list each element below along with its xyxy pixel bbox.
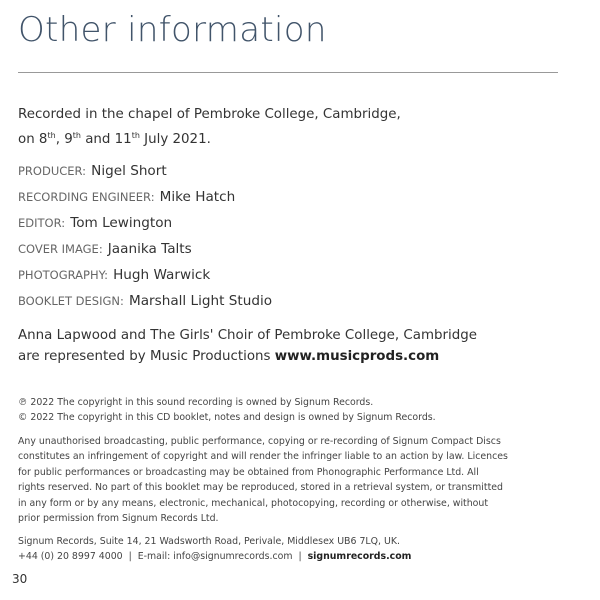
copyright-notice	[18, 395, 578, 426]
signum-website-link[interactable]: signumrecords.com	[307, 551, 412, 563]
music-productions-link[interactable]: www.musicprods.com	[274, 349, 440, 364]
credits-list	[18, 160, 272, 316]
credit-editor: EDITOR: Tom Lewington	[18, 215, 173, 231]
credit-cover-image: COVER IMAGE: Jaanika Talts	[18, 241, 192, 257]
publisher-address: Signum Records, Suite 14, 21 Wadsworth Road, Perivale, Middlesex UB6 7LQ, UK. +44 (0) 20 8997 4000 | E-mail: info@signumrecords.com | signumrecords.com	[18, 536, 412, 563]
recording-info	[18, 104, 401, 150]
page-title: Other information	[18, 10, 327, 50]
booklet-copyright: © 2022 The copyright in this CD booklet, notes and design is owned by Signum Records.	[18, 412, 436, 424]
credit-producer: PRODUCER: Nigel Short	[18, 163, 167, 179]
recording-location: Recorded in the chapel of Pembroke College, Cambridge,	[18, 107, 401, 122]
divider	[18, 72, 558, 73]
contact-details: +44 (0) 20 8997 4000 | E-mail: info@signumrecords.com |	[18, 551, 308, 563]
credit-photography: PHOTOGRAPHY: Hugh Warwick	[18, 267, 211, 283]
representation-note: Anna Lapwood and The Girls' Choir of Pembroke College, Cambridge are represented by Music Productions www.musicprods.com	[18, 328, 477, 364]
legal-notice: Any unauthorised broadcasting, public performance, copying or re-recording of Signum Compact Discs constitutes an infringement of copyright and will render the infringer liable to an action by law. Licences for public performances or broadcasting may be obtained from Phonographic Performance Ltd. All rights reserved. No part of this booklet may be reproduced, stored in a retrieval system, or transmitted in any form or by any means, electronic, mechanical, photocopying, recording or otherwise, without prior permission from Signum Records Ltd.	[18, 436, 508, 525]
recording-dates: on 8th, 9th and 11th July 2021.	[18, 131, 211, 147]
credit-recording-engineer: RECORDING ENGINEER: Mike Hatch	[18, 189, 236, 205]
page-number: 30	[12, 572, 28, 586]
credit-booklet-design: BOOKLET DESIGN: Marshall Light Studio	[18, 293, 273, 309]
phonographic-copyright: ℗ 2022 The copyright in this sound recording is owned by Signum Records.	[18, 397, 374, 408]
